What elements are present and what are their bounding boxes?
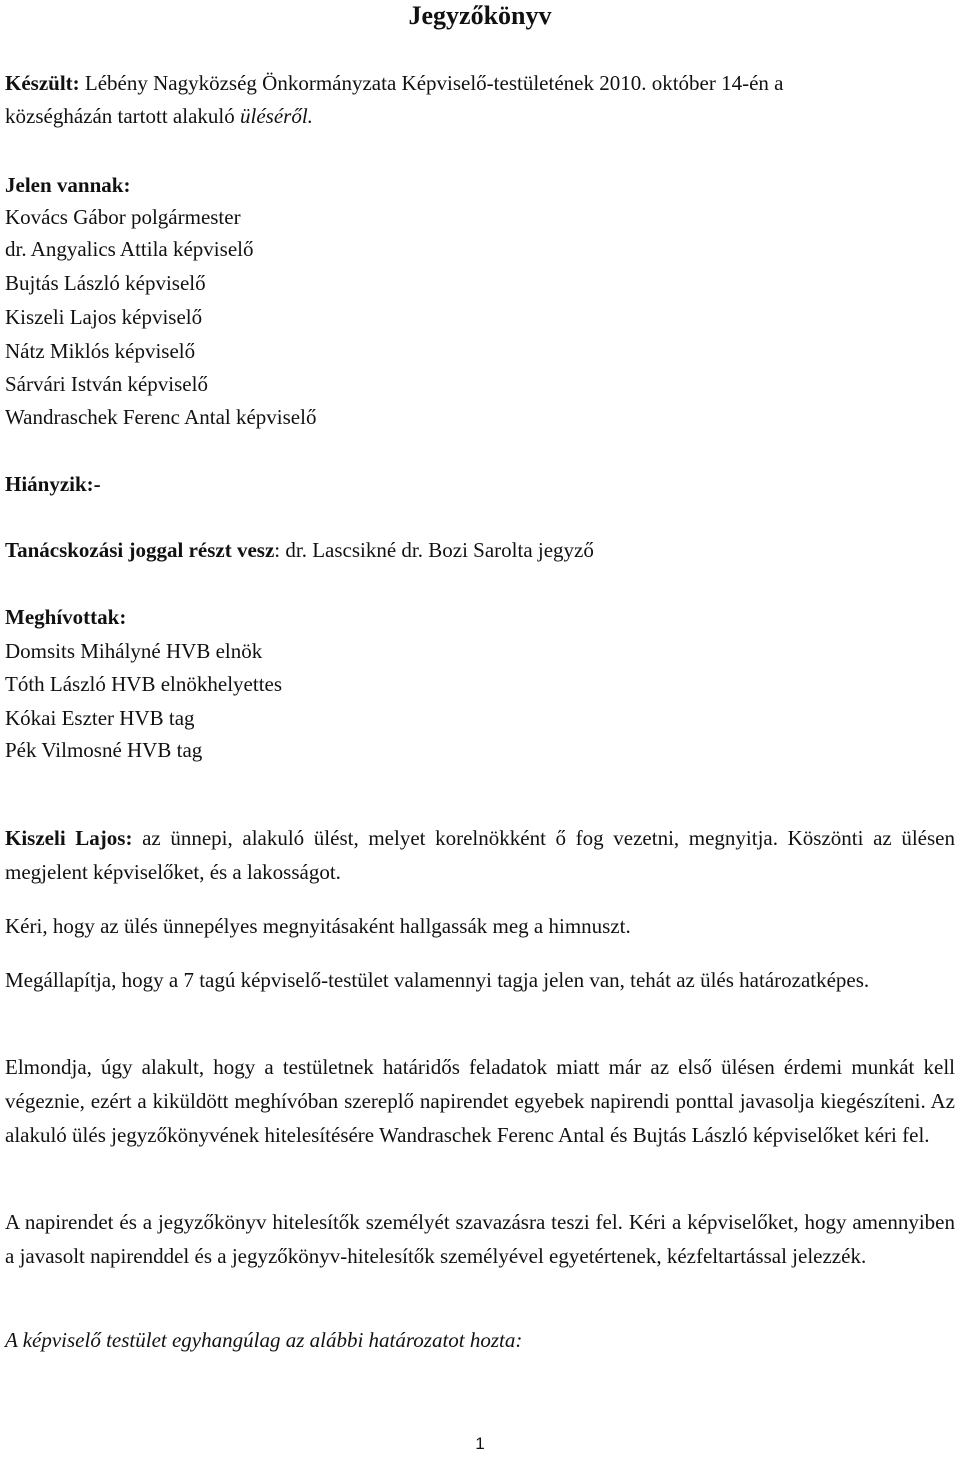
header-text-1: Lébény Nagyközség Önkormányzata Képviselő-testületének 2010. október 14-én a xyxy=(79,71,784,95)
advisory-line xyxy=(5,535,594,565)
document-title: Jegyzőkönyv xyxy=(408,1,552,30)
invited-member: Kókai Eszter HVB tag xyxy=(5,706,195,730)
paragraph-vote: A napirendet és a jegyzőkönyv hitelesítők személyét szavazásra teszi fel. Kéri a képviselőket, hogy amennyiben a javasolt napirenddel és a jegyzőkönyv-hitelesítők személyével egyetértenek, kézfeltartással jelezzék. xyxy=(5,1210,955,1268)
present-member: Sárvári István képviselő xyxy=(5,372,208,396)
invited-member: Domsits Mihályné HVB elnök xyxy=(5,639,263,663)
advisory-label: Tanácskozási joggal részt vesz xyxy=(5,538,275,562)
header-text-2-italic: üléséről. xyxy=(240,104,313,128)
present-member: Wandraschek Ferenc Antal képviselő xyxy=(5,405,317,429)
paragraph-quorum: Megállapítja, hogy a 7 tagú képviselő-testület valamennyi tagja jelen van, tehát az ülés határozatképes. xyxy=(5,968,870,992)
present-heading: Jelen vannak: xyxy=(5,173,131,197)
header-line-2 xyxy=(5,101,313,131)
paragraph-opening xyxy=(5,821,955,889)
speaker-name: Kiszeli Lajos: xyxy=(5,826,133,850)
header-line-1 xyxy=(5,68,784,98)
present-member: Nátz Miklós képviselő xyxy=(5,339,196,363)
present-member: Bujtás László képviselő xyxy=(5,271,206,295)
paragraph-opening-text: az ünnepi, alakuló ülést, melyet korelnökként ő fog vezetni, megnyitja. Köszönti az ülésen megjelent képviselőket, és a lakosságot. xyxy=(5,826,955,884)
invited-member: Tóth László HVB elnökhelyettes xyxy=(5,672,283,696)
page-number: 1 xyxy=(475,1434,485,1453)
present-member: Kiszeli Lajos képviselő xyxy=(5,305,203,329)
paragraph-resolution-intro: A képviselő testület egyhangúlag az alábbi határozatot hozta: xyxy=(5,1328,523,1352)
header-text-2: községházán tartott alakuló xyxy=(5,104,240,128)
paragraph-anthem: Kéri, hogy az ülés ünnepélyes megnyitásaként hallgassák meg a himnuszt. xyxy=(5,914,631,938)
invited-member: Pék Vilmosné HVB tag xyxy=(5,738,203,762)
invited-heading: Meghívottak: xyxy=(5,605,127,629)
absent-heading: Hiányzik:- xyxy=(5,472,101,496)
header-label: Készült: xyxy=(5,71,80,95)
paragraph-agenda: Elmondja, úgy alakult, hogy a testületnek határidős feladatok miatt már az első ülésen érdemi munkát kell végeznie, ezért a kiküldött meghívóban szereplő napirendet egyebek napirendi ponttal javasolja kiegészíteni. Az alakuló ülés jegyzőkönyvének hitelesítésére Wandraschek Ferenc Antal és Bujtás László képviselőket kéri fel. xyxy=(5,1055,955,1147)
advisory-text: : dr. Lascsikné dr. Bozi Sarolta jegyző xyxy=(274,538,594,562)
present-member: dr. Angyalics Attila képviselő xyxy=(5,237,254,261)
present-member: Kovács Gábor polgármester xyxy=(5,205,241,229)
